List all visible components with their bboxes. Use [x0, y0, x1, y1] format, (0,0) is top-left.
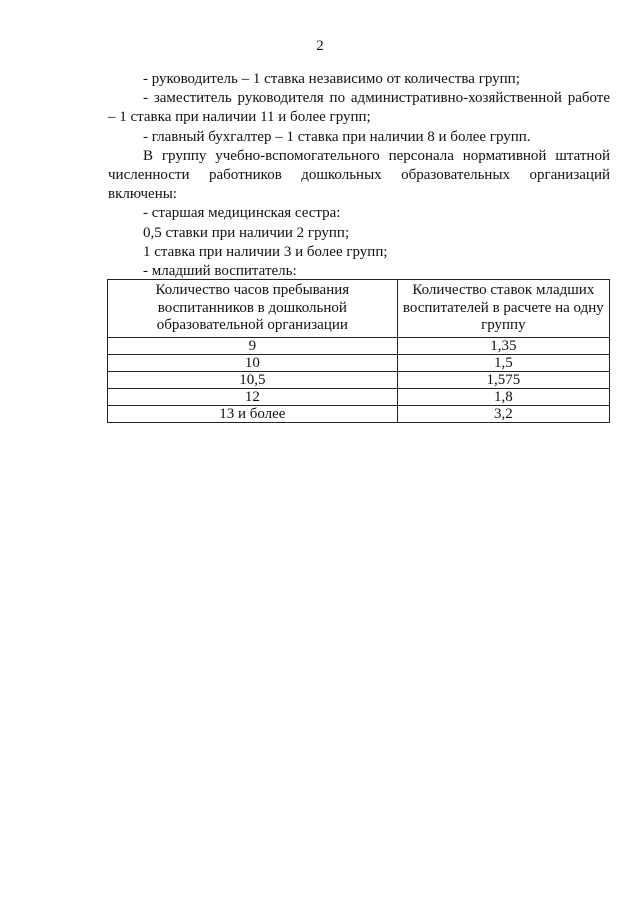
- paragraph-nurse-half-rate: 0,5 ставки при наличии 2 групп;: [143, 224, 350, 241]
- table-row: [108, 354, 610, 371]
- paragraph-junior-teacher: - младший воспитатель:: [143, 263, 297, 280]
- table-row: [108, 337, 610, 354]
- page-number: 2: [316, 38, 324, 54]
- paragraph-nurse-full-rate: 1 ставка при наличии 3 и более групп;: [143, 243, 388, 260]
- paragraph-deputy-head: - заместитель руководителя по административно-хозяйственной работе – 1 ставка при наличии 11 и более групп;: [108, 90, 610, 126]
- paragraph-head-of-organization: - руководитель – 1 ставка независимо от количества групп;: [143, 71, 520, 87]
- table-row: [108, 388, 610, 405]
- document-body: [108, 70, 610, 281]
- cell-hours: 10: [108, 354, 398, 371]
- cell-hours: 13 и более: [108, 405, 398, 422]
- cell-rate: 1,575: [397, 371, 609, 388]
- paragraph-support-staff-intro: В группу учебно-вспомогательного персонала нормативной штатной численности работников дошкольных образовательных организаций включены:: [108, 147, 610, 203]
- junior-teacher-rates-table: [107, 279, 610, 423]
- paragraph-chief-accountant: - главный бухгалтер – 1 ставка при наличии 8 и более групп.: [143, 128, 531, 145]
- cell-rate: 1,8: [397, 388, 609, 405]
- cell-hours: 9: [108, 337, 398, 354]
- header-hours-of-stay: Количество часов пребывания воспитанников в дошкольной образовательной организации: [108, 280, 398, 338]
- cell-hours: 12: [108, 388, 398, 405]
- paragraph-senior-nurse: - старшая медицинская сестра:: [143, 205, 341, 222]
- table-header-row: [108, 280, 610, 338]
- header-rates-per-group: Количество ставок младших воспитателей в расчете на одну группу: [397, 280, 609, 338]
- cell-rate: 1,5: [397, 354, 609, 371]
- cell-rate: 3,2: [397, 405, 609, 422]
- cell-rate: 1,35: [397, 337, 609, 354]
- cell-hours: 10,5: [108, 371, 398, 388]
- table-row: [108, 405, 610, 422]
- table-row: [108, 371, 610, 388]
